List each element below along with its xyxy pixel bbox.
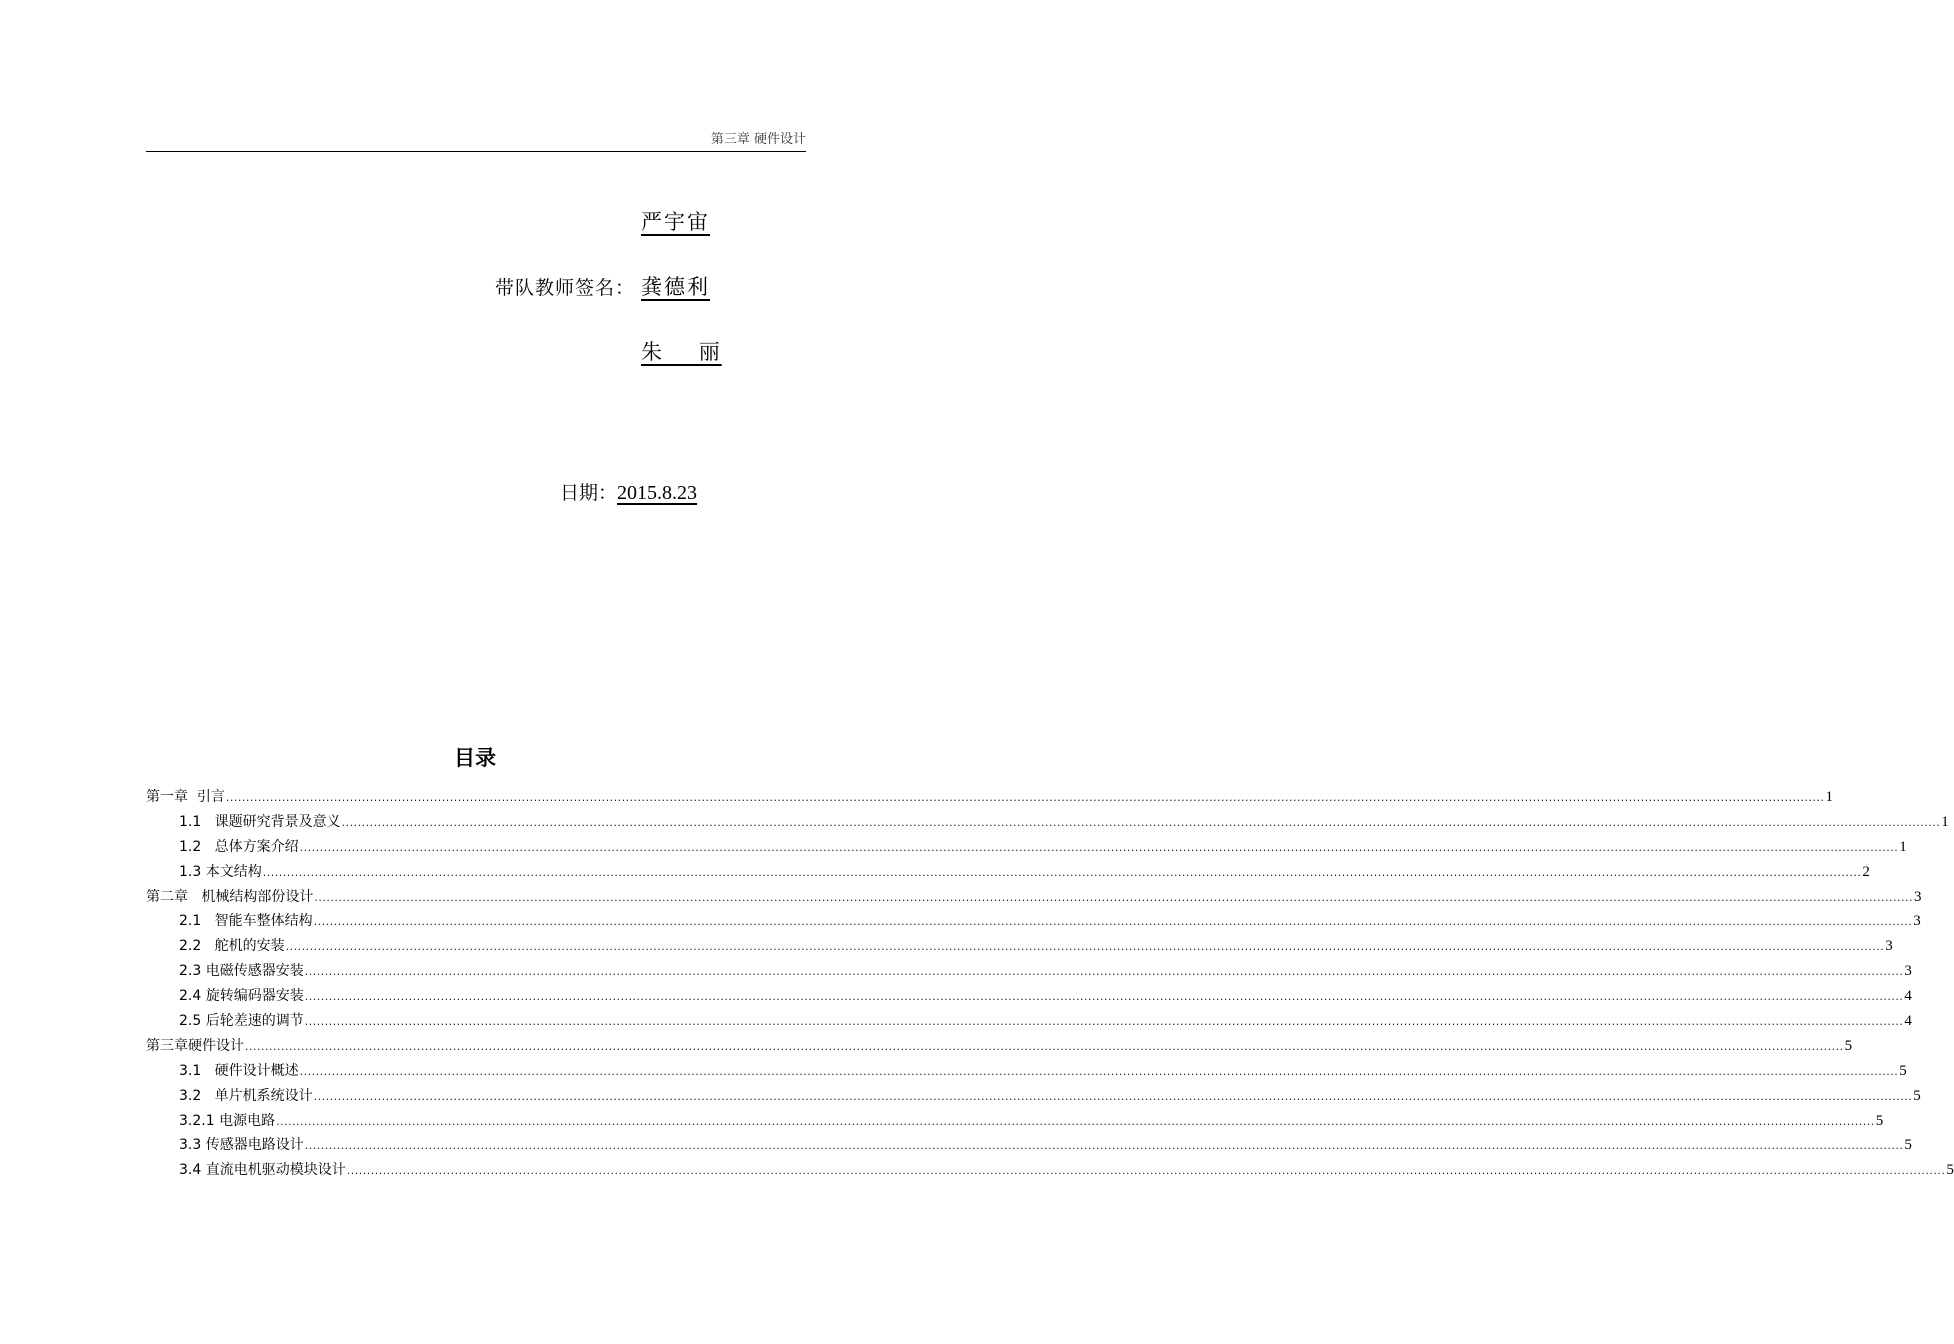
advisor-signature-2: 朱 丽 (641, 340, 722, 364)
toc-entry-page: 5 (1899, 1062, 1907, 1079)
toc-entry[interactable] (146, 860, 1870, 885)
toc-entry-page: 5 (1904, 1137, 1912, 1154)
toc-entry[interactable] (146, 1084, 1921, 1109)
toc-entry-page: 5 (1844, 1037, 1853, 1054)
toc-entry-title: 第一章 引言 (146, 789, 225, 805)
toc-entry-title: 1.2 总体方案介绍 (179, 838, 299, 855)
toc-title: 目录 (454, 746, 496, 770)
date-value: 2015.8.23 (617, 482, 698, 504)
toc-leader-dots: ................................................................................................................................................................................................................................................................................................................................................................................................................ (245, 1039, 1844, 1053)
toc-entry[interactable] (146, 810, 1949, 835)
toc-entry[interactable] (146, 909, 1921, 934)
toc-entry-title: 1.1 课题研究背景及意义 (179, 813, 341, 830)
advisor-signature-label: 带队教师签名： (495, 277, 636, 299)
toc-entry-title: 3.3 传感器电路设计 (179, 1137, 304, 1154)
toc-entry-title: 第三章硬件设计 (146, 1037, 244, 1054)
toc-entry[interactable] (146, 1158, 1954, 1183)
table-of-contents (146, 785, 1954, 1183)
student-signature: 严宇宙 (641, 210, 710, 234)
toc-entry[interactable] (146, 984, 1912, 1009)
toc-entry-title: 2.1 智能车整体结构 (179, 913, 313, 930)
running-header: 第三章 硬件设计 (146, 128, 806, 152)
toc-entry-title: 2.4 旋转编码器安装 (179, 988, 304, 1005)
toc-entry[interactable] (146, 1059, 1907, 1084)
toc-leader-dots: ................................................................................................................................................................................................................................................................................................................................................................................................................ (276, 1114, 1875, 1128)
toc-leader-dots: ................................................................................................................................................................................................................................................................................................................................................................................................................ (285, 940, 1885, 954)
toc-entry-title: 3.1 硬件设计概述 (179, 1062, 299, 1079)
toc-entry[interactable] (146, 959, 1912, 984)
toc-leader-dots: ................................................................................................................................................................................................................................................................................................................................................................................................................ (313, 915, 1913, 929)
toc-leader-dots: ................................................................................................................................................................................................................................................................................................................................................................................................................ (341, 815, 1941, 829)
toc-entry-title: 2.3 电磁传感器安装 (179, 963, 304, 980)
toc-entry[interactable] (146, 1109, 1884, 1134)
advisor-signature-1: 龚德利 (641, 275, 710, 299)
toc-entry-title: 3.2.1 电源电路 (179, 1112, 276, 1129)
toc-leader-dots: ................................................................................................................................................................................................................................................................................................................................................................................................................ (299, 1064, 1899, 1078)
toc-entry-page: 3 (1904, 963, 1912, 980)
toc-entry-page: 5 (1946, 1162, 1954, 1179)
toc-entry-page: 3 (1913, 913, 1921, 930)
toc-entry-title: 第二章 机械结构部份设计 (146, 888, 314, 905)
toc-entry[interactable] (146, 785, 1834, 810)
toc-entry-page: 5 (1913, 1087, 1921, 1104)
toc-entry-title: 3.4 直流电机驱动模块设计 (179, 1162, 346, 1179)
toc-entry-page: 4 (1904, 988, 1912, 1005)
toc-entry-page: 5 (1875, 1112, 1884, 1129)
toc-entry[interactable] (146, 1034, 1853, 1059)
toc-entry-title: 1.3 本文结构 (179, 863, 262, 880)
toc-leader-dots: ................................................................................................................................................................................................................................................................................................................................................................................................................ (304, 1139, 1904, 1153)
toc-entry-page: 1 (1825, 789, 1834, 805)
toc-leader-dots: ................................................................................................................................................................................................................................................................................................................................................................................................................ (225, 791, 1825, 804)
toc-leader-dots: ................................................................................................................................................................................................................................................................................................................................................................................................................ (314, 890, 1913, 904)
toc-entry[interactable] (146, 835, 1907, 860)
toc-entry-page: 3 (1885, 938, 1893, 955)
toc-entry-title: 2.2 舵机的安装 (179, 938, 285, 955)
toc-entry-page: 1 (1899, 838, 1907, 855)
toc-leader-dots: ................................................................................................................................................................................................................................................................................................................................................................................................................ (313, 1089, 1913, 1103)
toc-leader-dots: ................................................................................................................................................................................................................................................................................................................................................................................................................ (304, 990, 1904, 1004)
toc-entry[interactable] (146, 1133, 1912, 1158)
toc-leader-dots: ................................................................................................................................................................................................................................................................................................................................................................................................................ (304, 1015, 1904, 1029)
toc-leader-dots: ................................................................................................................................................................................................................................................................................................................................................................................................................ (304, 965, 1904, 979)
toc-entry-page: 3 (1914, 888, 1922, 905)
toc-entry[interactable] (146, 934, 1893, 959)
toc-entry-page: 2 (1862, 863, 1870, 880)
toc-entry[interactable] (146, 1009, 1912, 1034)
toc-leader-dots: ................................................................................................................................................................................................................................................................................................................................................................................................................ (262, 865, 1862, 879)
date-label: 日期： (560, 482, 618, 504)
toc-entry-title: 3.2 单片机系统设计 (179, 1087, 313, 1104)
toc-leader-dots: ................................................................................................................................................................................................................................................................................................................................................................................................................ (299, 840, 1899, 854)
toc-entry-title: 2.5 后轮差速的调节 (179, 1013, 304, 1030)
toc-entry-page: 4 (1904, 1013, 1912, 1030)
toc-entry[interactable] (146, 885, 1922, 910)
date-row (560, 478, 697, 505)
toc-entry-page: 1 (1941, 813, 1949, 830)
toc-leader-dots: ................................................................................................................................................................................................................................................................................................................................................................................................................ (346, 1164, 1946, 1178)
